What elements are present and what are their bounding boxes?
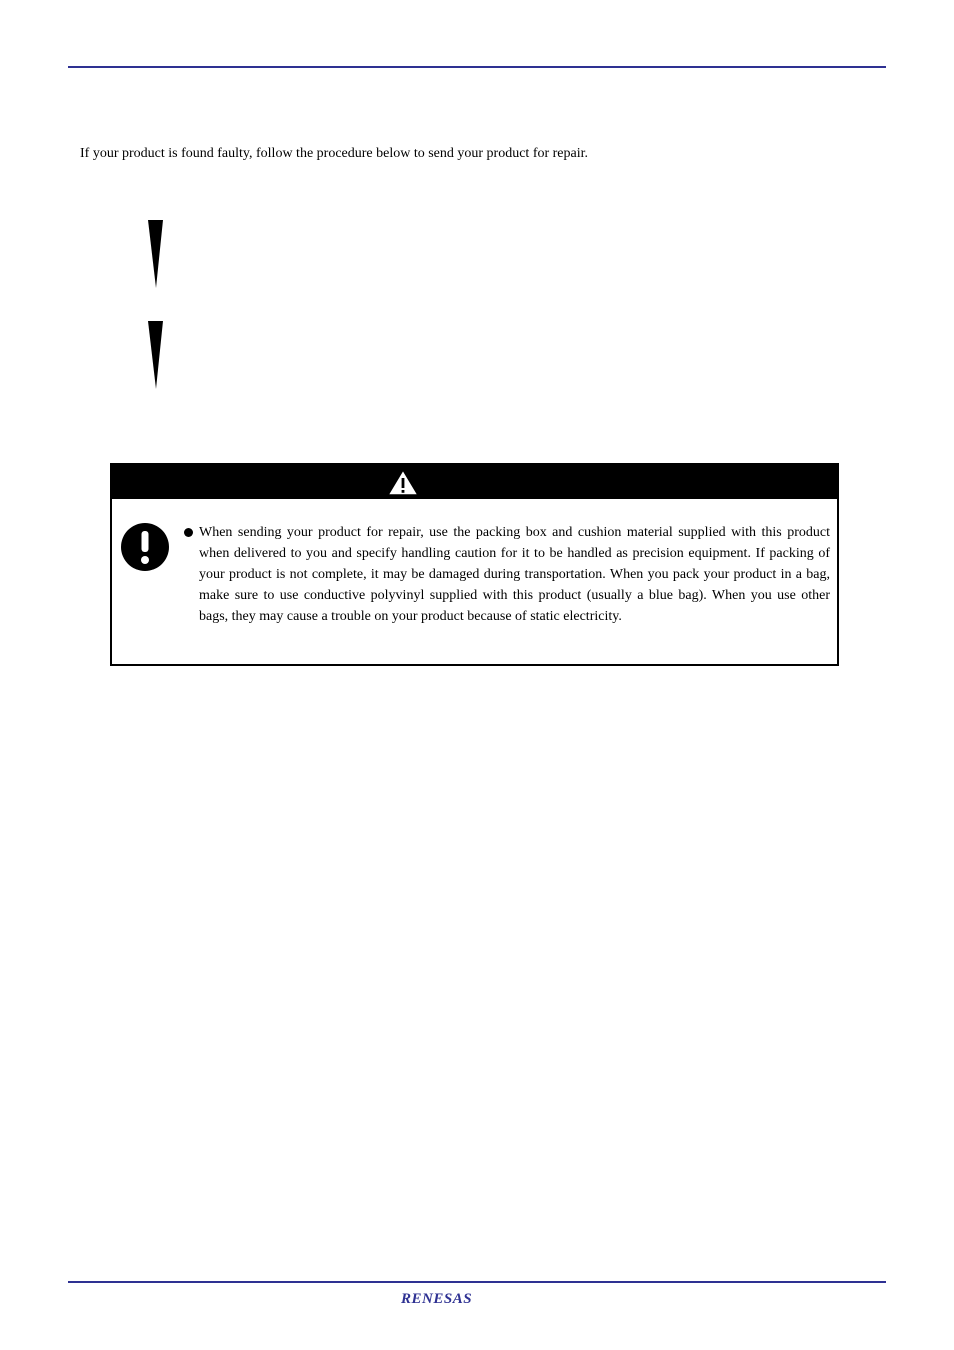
intro-paragraph: If your product is found faulty, follow the procedure below to send your product for repair. <box>80 146 589 161</box>
flow-arrow-icon <box>146 321 166 389</box>
caution-text: When sending your product for repair, use the packing box and cushion material supplied with this product when delivered to you and specify handling caution for it to be handled as precision equipment. If packing of your product is not complete, it may be damaged during transportation. When you pack your product in a bag, make sure to use conductive polyvinyl supplied with this product (usually a blue bag). When you use other bags, they may cause a trouble on your product because of static electricity. <box>199 525 830 624</box>
footer-rule <box>68 1281 886 1283</box>
caution-header <box>112 465 837 499</box>
mandatory-action-icon <box>120 522 170 572</box>
warning-triangle-icon <box>386 467 420 497</box>
caution-box <box>110 463 839 666</box>
flow-arrow-icon <box>146 220 166 288</box>
svg-text:RENESAS: RENESAS <box>401 1291 473 1307</box>
header-rule <box>68 66 886 68</box>
renesas-logo <box>399 1287 511 1309</box>
bullet-icon <box>184 528 193 537</box>
